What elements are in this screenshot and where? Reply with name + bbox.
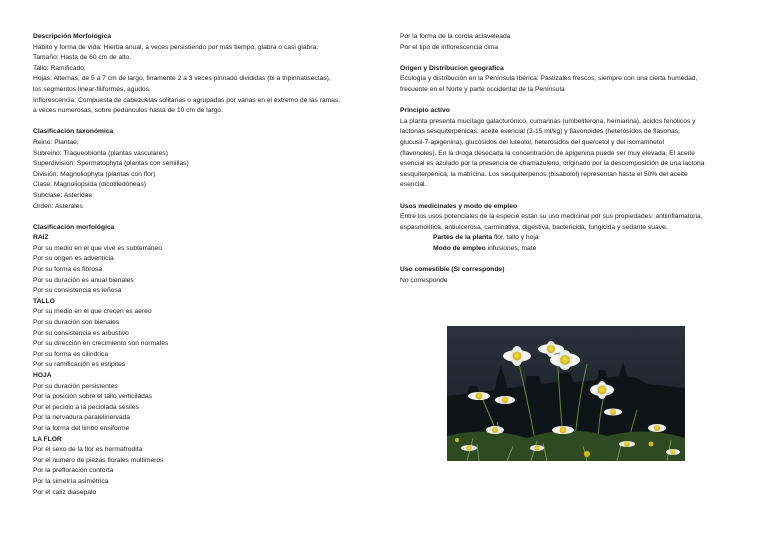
stem-item: Por su ramificación es estipites bbox=[33, 361, 126, 369]
usage-mode-label: Modo de empleo bbox=[433, 244, 486, 252]
active-principle-line: (flavonoles). En la droga desecada la concentración de apigenina puede ser muy elevada. El aceite bbox=[400, 149, 695, 157]
inflorescence-line-1: Inflorescencia: Compuesta de cabezuelas solitarias o agrupadas por varias en el extremo de las ramas, bbox=[33, 96, 341, 104]
origin-heading: Origen y Distribucion geografica bbox=[400, 64, 504, 72]
stem-line: Tallo: Ramificado. bbox=[33, 64, 86, 72]
left-column bbox=[33, 32, 378, 498]
taxonomy-item: Orden: Asterales bbox=[33, 202, 83, 210]
plant-parts-label: Partes de la planta bbox=[433, 234, 493, 242]
active-principle-line: lactonas sesquiterpénicas, aceite esencial (3-15 ml/kg) y flavonoides (heterósidos de flavonas, bbox=[400, 128, 680, 136]
origin-line-1: Ecología y distribución en la Península Ibérica: Pastizales frescos, siempre con una cierta humedad, bbox=[400, 75, 698, 83]
stem-item: Por su duración son bienales bbox=[33, 319, 120, 327]
flower-item: Por la simetría asimétrica bbox=[33, 477, 109, 485]
taxonomy-item: Subclase: Asteridae bbox=[33, 191, 93, 199]
stem-subheading: TALLO bbox=[33, 297, 55, 305]
root-item: Por su medio en el que vive es subterraneo bbox=[33, 244, 162, 252]
medicinal-uses-line-1: Entre los usos potenciales de la especie están su uso medicinal por sus propiedades: antiinflamatoria, bbox=[400, 213, 703, 221]
stem-item: Por su medio en el que crecen es aéreo bbox=[33, 308, 152, 316]
morphology-heading: Descripción Morfológica bbox=[33, 33, 112, 40]
flower-item: Por el caliz diasepalo bbox=[33, 488, 97, 496]
taxonomy-item: Superdivisión: Spermatophyta (plantas con semillas) bbox=[33, 160, 189, 168]
stem-item: Por su forma es cilindrica bbox=[33, 350, 109, 358]
active-principle-line: esencial es azulado por la presencia de chamazuleno, originado por la descomposición de una lactona bbox=[400, 160, 705, 168]
right-column bbox=[400, 32, 742, 286]
edible-use-value: No corresponde bbox=[400, 276, 448, 284]
flower-item: Por la prefloración contorta bbox=[33, 467, 114, 475]
leaf-item: Por la nervadura paralelinervada bbox=[33, 414, 131, 422]
leaf-item: Por la forma del limbo ensiforme bbox=[33, 424, 130, 432]
root-item: Por su consistencia es leñosa bbox=[33, 287, 122, 295]
active-principle-line: sesquiterpénica, la matricina. Los sesquiterpenos (bisabolol) representan hasta el 50% del aceite bbox=[400, 170, 688, 178]
leaf-item: Por su duración persistentes bbox=[33, 382, 118, 390]
flower-item: Por el numero de piezas florales multimeros bbox=[33, 456, 164, 464]
taxonomy-heading: Clasificación taxonómica bbox=[33, 128, 114, 136]
leaf-item: Por la posición sobre el tallo verticiladas bbox=[33, 393, 152, 401]
morph-classification-heading: Clasificación morfológica bbox=[33, 223, 115, 231]
medicinal-uses-heading: Usos medicinales y modo de empleo bbox=[400, 202, 518, 210]
origin-line-2: frecuente en el Norte y parte occidental de la Península bbox=[400, 85, 565, 93]
active-principle-line: esencial. bbox=[400, 181, 427, 189]
habit-line: Hábito y forma de vida: Hierba anual, a veces persistiendo por más tiempo, glabra o casi glabra. bbox=[33, 43, 319, 51]
leaves-line-1: Hojas: Alternas, de 5 a 7 cm de largo, finamente 2 a 3 veces pinnado divididas (bi a tripinnatisectas), bbox=[33, 75, 331, 83]
taxonomy-item: Clase: Magnoliopsida (dicotiledóneas) bbox=[33, 181, 147, 189]
taxonomy-item: Subreino: Traqueobionta (plantas vasculares) bbox=[33, 149, 168, 157]
leaves-line-2: los segmentos linear-filiformes, agudos. bbox=[33, 85, 151, 93]
usage-mode-value: infusiones, mate bbox=[485, 244, 537, 252]
stem-item: Por su consistencia es arbustivo bbox=[33, 329, 129, 337]
root-item: Por su duración es anual bienales bbox=[33, 276, 134, 284]
flower-item: Por el sexo de la flor es hermafrodita bbox=[33, 446, 143, 454]
root-item: Por su origen es adventicia bbox=[33, 255, 114, 263]
usage-mode-line bbox=[400, 244, 742, 255]
plant-parts-line bbox=[400, 233, 742, 244]
inflorescence-type-line: Por el tipo de inflorescencia cima bbox=[400, 43, 499, 51]
edible-use-heading: Uso comestible (Si corresponde) bbox=[400, 266, 505, 274]
root-item: Por su forma es fibrosa bbox=[33, 266, 103, 274]
medicinal-uses-line-2: espasmolítica, antiulcerosa, carminativa, digestiva, bactericida, fungicida y sedante suave. bbox=[400, 223, 668, 231]
taxonomy-item: División: Magnoliophyta (plantas con flor) bbox=[33, 170, 156, 178]
corolla-line: Por la forma de la corola aclaveleada bbox=[400, 33, 511, 40]
chamomile-photo bbox=[447, 326, 685, 461]
taxonomy-item: Reino: Plantae; bbox=[33, 138, 79, 146]
chamomile-photo-art bbox=[447, 326, 685, 461]
leaf-subheading: HOJA bbox=[33, 372, 52, 379]
plant-parts-value: flor, tallo y hoja bbox=[492, 234, 539, 242]
size-line: Tamaño: Hasta de 60 cm de alto. bbox=[33, 54, 132, 62]
inflorescence-line-2: a veces numerosas, sobre pedúnculos hasta de 10 cm de largo. bbox=[33, 107, 223, 115]
flower-subheading: LA FLOR bbox=[33, 435, 62, 443]
active-principle-line: glucusil-7-apigenina), glucósidos del luteolol, heterósidos del quercetol y del isorramnetol bbox=[400, 138, 664, 146]
active-principle-heading: Principio activo bbox=[400, 107, 450, 115]
stem-item: Por su dirección en crecimiento son normales bbox=[33, 340, 169, 348]
root-subheading: RAIZ bbox=[33, 234, 49, 242]
active-principle-line: La planta presenta mucílago galacturónico, cumarinas (umbeliferona, herniarina), ácidos fenólicos y bbox=[400, 117, 696, 125]
leaf-item: Por el peciolo a la peciolada sésiles bbox=[33, 403, 139, 411]
